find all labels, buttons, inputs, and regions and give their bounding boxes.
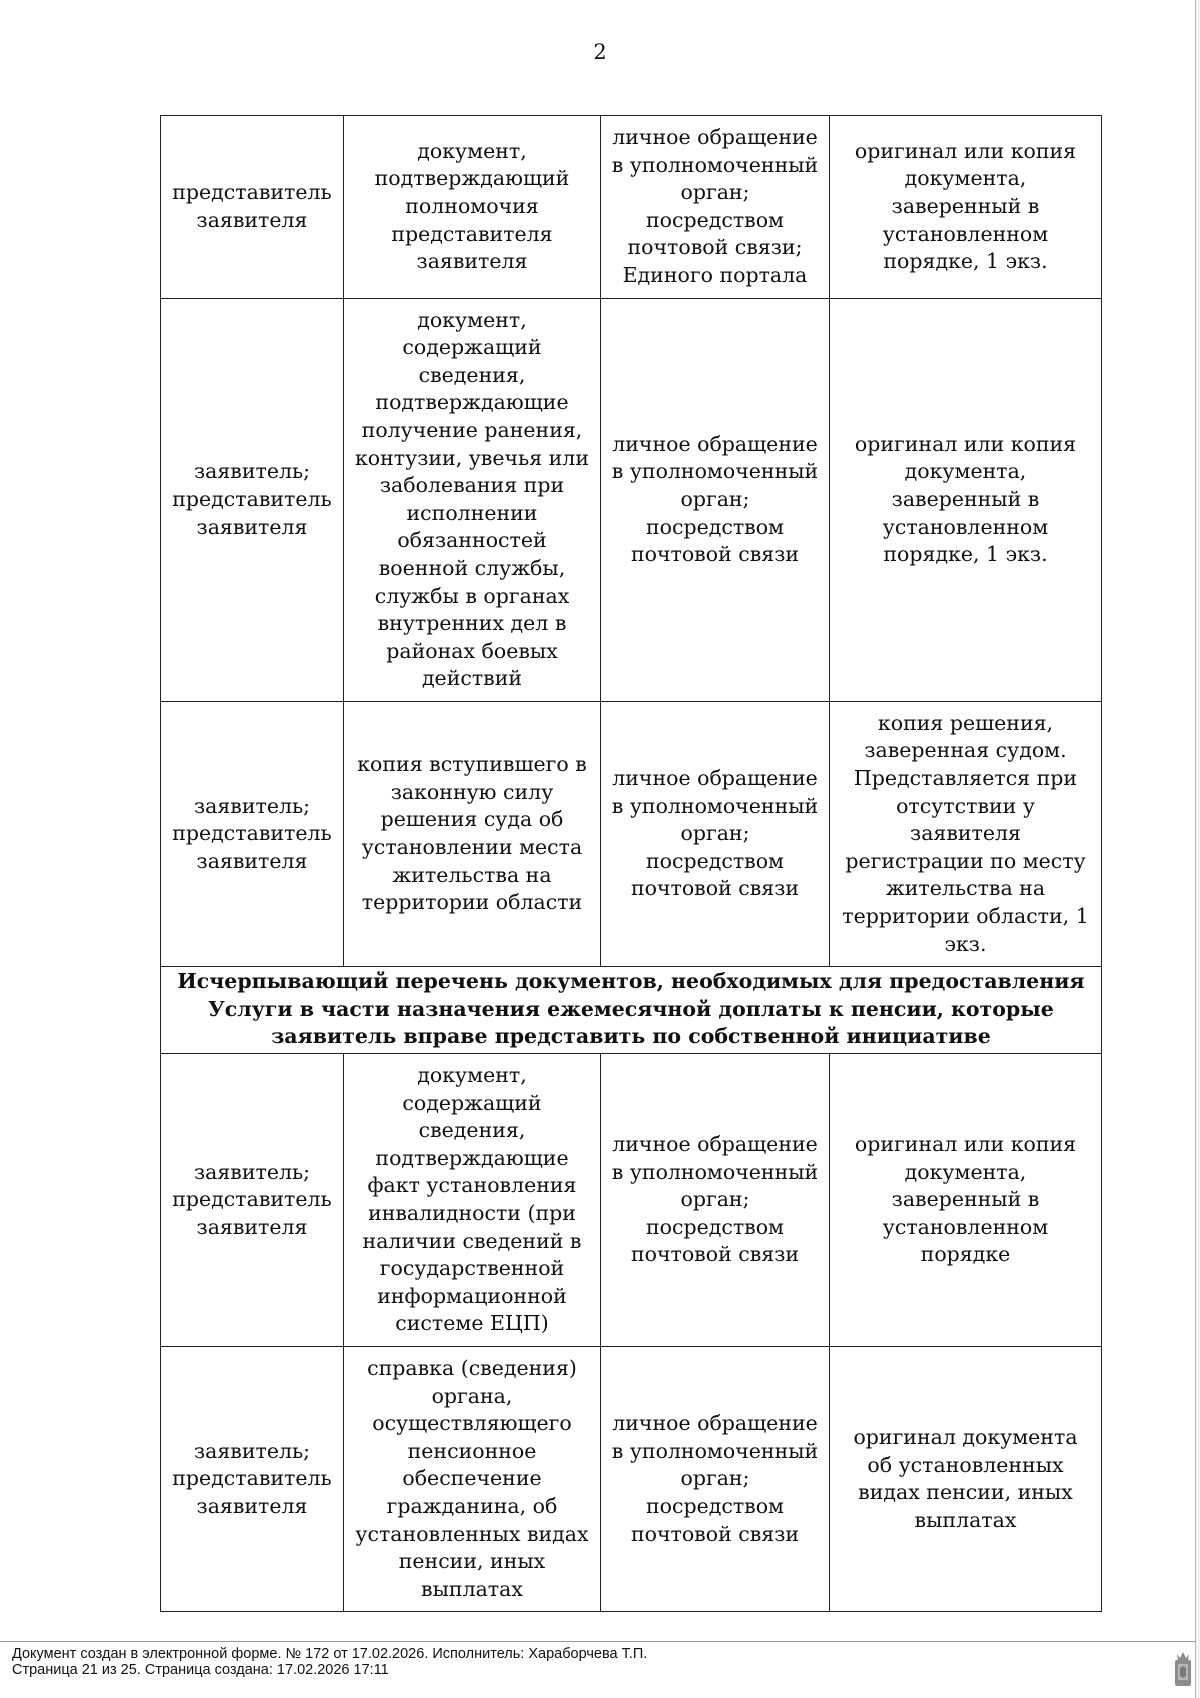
document-cell: документ, подтверждающий полномочия представителя заявителя [344, 116, 601, 299]
document-cell: документ, содержащий сведения, подтверждающие факт установления инвалидности (при наличии сведений в государственной информационной системе ЕЦП) [344, 1054, 601, 1347]
applicant-cell: заявитель; представитель заявителя [161, 701, 344, 966]
document-requirements-cell: оригинал или копия документа, заверенный в установленном порядке, 1 экз. [830, 116, 1102, 299]
document-cell: справка (сведения) органа, осуществляющего пенсионное обеспечение гражданина, об установленных видах пенсии, иных выплатах [344, 1346, 601, 1611]
submission-method-cell: личное обращение в уполномоченный орган; посредством почтовой связи; Единого портала [601, 116, 830, 299]
document-requirements-cell: оригинал или копия документа, заверенный в установленном порядке [830, 1054, 1102, 1347]
table-row [161, 1346, 1102, 1611]
document-cell: документ, содержащий сведения, подтверждающие получение ранения, контузии, увечья или заболевания при исполнении обязанностей военной службы, службы в органах внутренних дел в районах боевых действий [344, 298, 601, 701]
document-requirements-cell: оригинал или копия документа, заверенный в установленном порядке, 1 экз. [830, 298, 1102, 701]
section-heading: Исчерпывающий перечень документов, необходимых для предоставления Услуги в части назначения ежемесячной доплаты к пенсии, которые заявитель вправе представить по собственной инициативе [161, 967, 1102, 1054]
document-cell: копия вступившего в законную силу решения суда об установлении места жительства на территории области [344, 701, 601, 966]
applicant-cell: представитель заявителя [161, 116, 344, 299]
applicant-cell: заявитель; представитель заявителя [161, 298, 344, 701]
documents-table [160, 115, 1102, 1612]
section-heading-row [161, 967, 1102, 1054]
submission-method-cell: личное обращение в уполномоченный орган; посредством почтовой связи [601, 1054, 830, 1347]
footer-line-page: Страница 21 из 25. Страница создана: 17.02.2026 17:11 [12, 1662, 389, 1678]
submission-method-cell: личное обращение в уполномоченный орган; посредством почтовой связи [601, 701, 830, 966]
table-row [161, 116, 1102, 299]
page-number: 2 [593, 40, 607, 64]
coat-of-arms-icon [1172, 1648, 1194, 1690]
document-requirements-cell: оригинал документа об установленных видах пенсии, иных выплатах [830, 1346, 1102, 1611]
footer-line-document: Документ создан в электронной форме. № 172 от 17.02.2026. Исполнитель: Хараборчева Т.П. [12, 1646, 648, 1662]
table-row [161, 701, 1102, 966]
applicant-cell: заявитель; представитель заявителя [161, 1346, 344, 1611]
footer-divider [0, 1641, 1196, 1642]
submission-method-cell: личное обращение в уполномоченный орган; посредством почтовой связи [601, 298, 830, 701]
footer [12, 1646, 647, 1678]
document-requirements-cell: копия решения, заверенная судом. Представляется при отсутствии у заявителя регистрации по месту жительства на территории области, 1 экз. [830, 701, 1102, 966]
submission-method-cell: личное обращение в уполномоченный орган; посредством почтовой связи [601, 1346, 830, 1611]
page-edge [1195, 0, 1200, 1698]
table-row [161, 1054, 1102, 1347]
applicant-cell: заявитель; представитель заявителя [161, 1054, 344, 1347]
table-row [161, 298, 1102, 701]
